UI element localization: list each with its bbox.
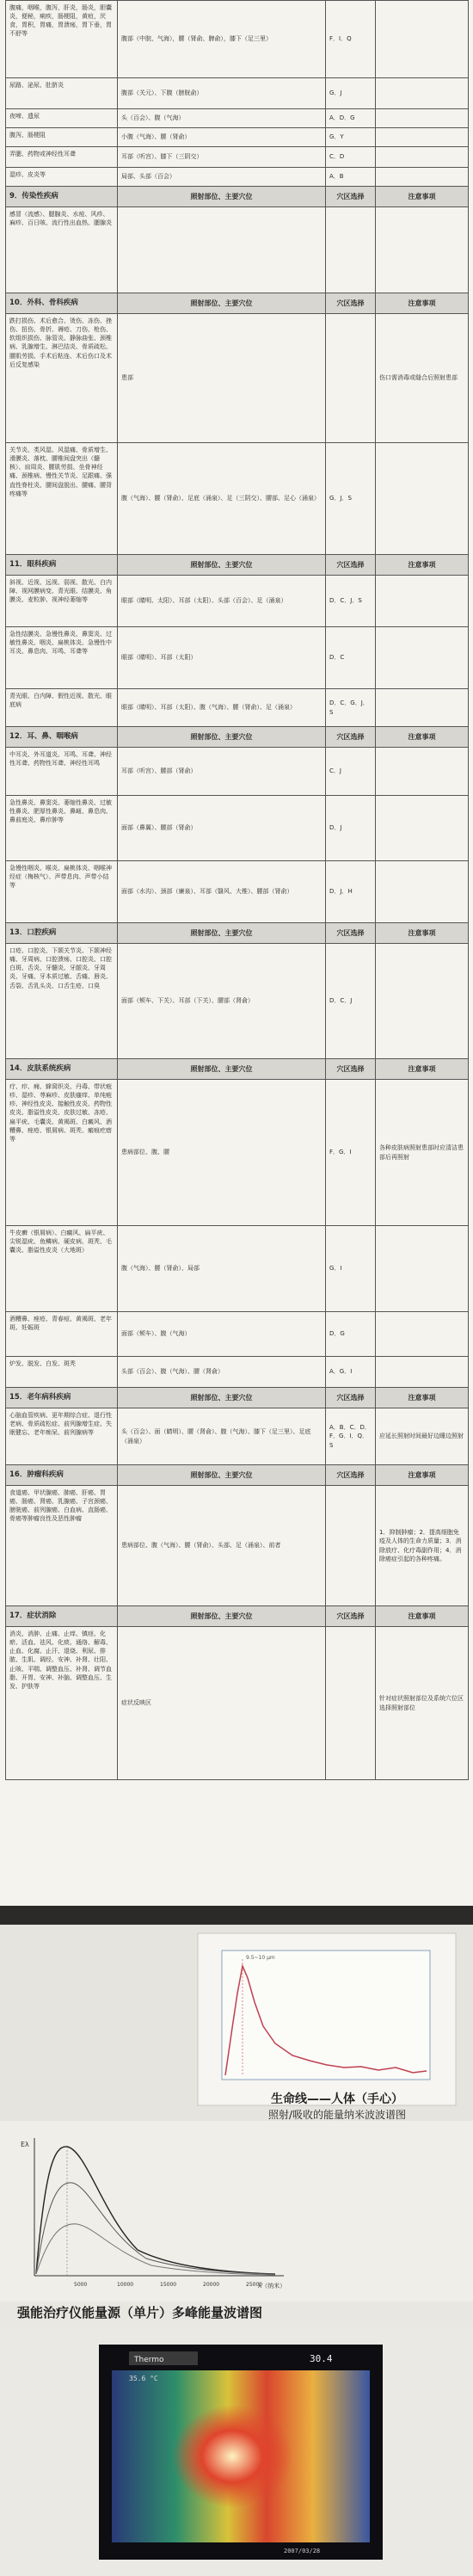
spectrum-peak-label: 9.5~10 μm — [246, 1955, 275, 1961]
energy-chart-svg — [0, 2121, 473, 2302]
disease-cell: 尿路、泌尿、肚脐炎 — [6, 78, 118, 109]
disease-cell: 炉发、脱发、白发、斑秃 — [6, 1357, 118, 1388]
location-cell: 眼部（睛明、太阳）、耳部（太阳）、头部（百会）、足（涌泉） — [118, 576, 326, 627]
table-row — [6, 314, 469, 443]
energy-chart-photo — [0, 2121, 473, 2327]
location-cell: 面部（水沟）、颈部（廉泉）、耳部（翳风、大椎）、腰部（肾俞） — [118, 861, 326, 923]
location-cell: 患病部位、腹、腰 — [118, 1080, 326, 1226]
table-row — [6, 748, 469, 796]
location-cell: 患病部位、腹（气海）、腰（肾俞）、头部、足（涌泉）、前者 — [118, 1486, 326, 1606]
table-row — [6, 109, 469, 128]
table-row — [6, 147, 469, 168]
energy-chart-caption: 强能治疗仪能量源（单片）多峰能量波谱图 — [17, 2305, 263, 2320]
energy-chart-tick: 10000 — [117, 2282, 134, 2288]
column-header-location: 照射部位、主要穴位 — [118, 555, 326, 576]
section-header-row — [6, 555, 469, 576]
column-header-select: 穴区选择 — [326, 1465, 376, 1486]
energy-chart-x-label: λ（纳米） — [258, 2283, 286, 2289]
location-cell: 患部 — [118, 314, 326, 443]
point-selection-cell: G．J．S — [326, 443, 376, 555]
thermal-photo — [0, 2327, 473, 2576]
table-row — [6, 1, 469, 78]
energy-chart-tick: 15000 — [160, 2282, 177, 2288]
point-selection-cell: D．C．G．J．S — [326, 689, 376, 727]
thermal-badge-text: Thermo — [134, 2356, 164, 2364]
column-header-location: 照射部位、主要穴位 — [118, 1059, 326, 1080]
section-title: 13．口腔疾病 — [6, 923, 118, 944]
section-title: 14．皮肤系统疾病 — [6, 1059, 118, 1080]
disease-cell: 消炎、消肿、止痛、止痒、镇痉、化瘀、活血、祛风、化痰、通络、解毒、止血、化腐、止汗、退烧、利尿、排脓、生肌、调经、安神、补肾、壮阳、止咳、平喘、调整血压、补肾、调节血脂、开胃、安神、补脑、调整血压、生发、护肤等 — [6, 1627, 118, 1780]
notes-cell — [376, 796, 469, 861]
treatment-table-body — [6, 1, 469, 1780]
disease-cell: 腹痛，咽喉，腹泻，肝炎，肠炎，胆囊炎，便秘，痢疾，肠梗阻，黄疸，厌食，胃积，胃痛，胃溃疡，胃下垂，胃不舒等 — [6, 1, 118, 78]
disease-cell: 酒糟鼻、痤疮、青春痘、黄褐斑、老年斑、妊娠斑 — [6, 1312, 118, 1357]
location-cell: 腹（气海）、腰（肾俞）、局部 — [118, 1226, 326, 1312]
column-header-select: 穴区选择 — [326, 293, 376, 314]
location-cell: 头部（百会）、腹（气海）、腰（肾俞） — [118, 1357, 326, 1388]
table-row — [6, 796, 469, 861]
energy-chart-tick: 5000 — [74, 2282, 88, 2288]
location-cell: 症状反映区 — [118, 1627, 326, 1780]
notes-cell — [376, 1226, 469, 1312]
column-header-location: 照射部位、主要穴位 — [118, 923, 326, 944]
disease-cell: 疗、疖、痈、蜂窝织炎、丹毒、带状疱疹、湿疹、荨麻疹、皮肤瘙痒、单纯疱疹、神经性皮炎、接触性皮炎、药物性皮炎、脂溢性皮炎、皮肤过敏、冻疮、扁平疣、毛囊炎、黄褐斑、白癜风、酒糟鼻、痤疮、银屑病、斑秃、瘢痕疙瘩等 — [6, 1080, 118, 1226]
disease-cell: 中耳炎、外耳道炎、耳鸣、耳聋、神经性耳聋、药物性耳聋、神经性耳鸣 — [6, 748, 118, 796]
thermal-temp: 30.4 — [310, 2353, 333, 2364]
disease-cell: 青光眼、白内障、假性近视、散光、眼底病 — [6, 689, 118, 727]
energy-chart-tick: 25000 — [246, 2282, 263, 2288]
notes-cell — [376, 147, 469, 168]
table-row — [6, 1226, 469, 1312]
point-selection-cell: A．D．G — [326, 109, 376, 128]
location-cell: 腹部（中脘、气海），腰（肾俞、脾俞），膝下（足三里） — [118, 1, 326, 78]
column-header-select: 穴区选择 — [326, 555, 376, 576]
column-header-select: 穴区选择 — [326, 1059, 376, 1080]
table-row — [6, 1357, 469, 1388]
column-header-location: 照射部位、主要穴位 — [118, 1388, 326, 1408]
location-cell: 耳部（听宫）、腰部（肾俞） — [118, 748, 326, 796]
disease-cell: 跌打损伤、术后愈合、烫伤、冻伤、挫伤、扭伤、骨折、褥疮、刀伤、枪伤、软组织损伤、脉管炎、静脉曲张、颈椎病、乳腺增生、淋巴结炎、骨质疏松、腰肌劳损、手术后粘连、术后伤口及术后反复感染 — [6, 314, 118, 443]
section-header-row — [6, 1606, 469, 1627]
notes-cell — [376, 1357, 469, 1388]
table-row — [6, 576, 469, 627]
point-selection-cell: C．J — [326, 748, 376, 796]
location-cell: 耳部（听宫）、膝下（三阴交） — [118, 147, 326, 168]
notes-cell — [376, 861, 469, 923]
table-row — [6, 128, 469, 147]
notes-cell — [376, 944, 469, 1059]
energy-chart-y-label: Eλ — [21, 2141, 29, 2148]
dark-divider — [0, 1906, 473, 1925]
column-header-location: 照射部位、主要穴位 — [118, 293, 326, 314]
point-selection-cell: D．J — [326, 796, 376, 861]
point-selection-cell: A．B．C．D．F．G．I．Q．S — [326, 1408, 376, 1465]
section-title: 17．症状消除 — [6, 1606, 118, 1627]
column-header-notes: 注意事项 — [376, 1388, 469, 1408]
section-header-row — [6, 1388, 469, 1408]
column-header-notes: 注意事项 — [376, 293, 469, 314]
location-cell: 眼部（睛明）、耳部（太阳）、腹（气海）、腰（肾俞）、足（涌泉） — [118, 689, 326, 727]
column-header-location: 照射部位、主要穴位 — [118, 1606, 326, 1627]
energy-chart-tick: 20000 — [203, 2282, 220, 2288]
notes-cell — [376, 576, 469, 627]
notes-cell: 应延长照射时间最好边睡边照射 — [376, 1408, 469, 1465]
section-header-row — [6, 293, 469, 314]
table-row — [6, 207, 469, 293]
point-selection-cell: F．I．Q — [326, 1, 376, 78]
disease-cell: 急性鼻炎、鼻窦炎、萎缩性鼻炎、过敏性鼻炎、肥厚性鼻炎、鼻衄、鼻息肉、鼻前庭炎、鼻疖肿等 — [6, 796, 118, 861]
location-cell: 面部（颊车、下关）、耳部（下关）、腰部（肾俞） — [118, 944, 326, 1059]
section-header-row — [6, 727, 469, 748]
table-row — [6, 944, 469, 1059]
notes-cell — [376, 443, 469, 555]
disease-cell: 感冒（流感）、腮腺炎、水痘、风疹、麻疹、百日咳、流行性出血热、腮腺炎 — [6, 207, 118, 293]
notes-cell: 各种皮肤病照射患部时应清洁患部后再照射 — [376, 1080, 469, 1226]
spectrum-plot-frame — [222, 1950, 430, 2080]
point-selection-cell — [326, 1627, 376, 1780]
notes-cell — [376, 109, 469, 128]
point-selection-cell — [326, 207, 376, 293]
point-selection-cell: F．G．I — [326, 1080, 376, 1226]
column-header-select: 穴区选择 — [326, 187, 376, 207]
disease-cell: 心脑血管疾病、更年期综合症、退行性老病、骨质疏松症、前列腺增生症、失眠健忘、老年痴呆、前列腺病等 — [6, 1408, 118, 1465]
notes-cell — [376, 689, 469, 727]
disease-cell: 急慢性咽炎、喉炎、扁桃体炎、咽喉神经症（梅核气）、声带息肉、声带小结等 — [6, 861, 118, 923]
table-row — [6, 78, 469, 109]
notes-cell: 针对症状照射部位及系统穴位区选择照射部位 — [376, 1627, 469, 1780]
notes-cell — [376, 627, 469, 689]
table-row — [6, 1312, 469, 1357]
point-selection-cell: D．G — [326, 1312, 376, 1357]
section-title: 11．眼科疾病 — [6, 555, 118, 576]
disease-cell: 牛皮癣（银屑病）、白癜风、扁平疣、尖锐湿疣、鱼鳞病、硬皮病、斑秃、毛囊炎、脂溢性皮炎（大地斑） — [6, 1226, 118, 1312]
section-header-row — [6, 923, 469, 944]
notes-cell — [376, 128, 469, 147]
column-header-notes: 注意事项 — [376, 923, 469, 944]
table-row — [6, 1408, 469, 1465]
table-row — [6, 168, 469, 187]
treatment-table — [5, 0, 469, 1780]
section-title: 10．外科、骨科疾病 — [6, 293, 118, 314]
disease-cell: 口疮、口腔炎、下颌关节炎、下颌神经痛、牙周病、口腔溃疡、口腔炎、口腔白斑、舌炎、牙髓炎、牙龈炎、牙周炎、牙痛、牙本质过敏、舌痛、唇炎、舌裂、舌乳头炎、口舌生疮、口臭 — [6, 944, 118, 1059]
thermal-photo-svg — [0, 2327, 473, 2576]
point-selection-cell — [326, 314, 376, 443]
table-row — [6, 627, 469, 689]
table-row — [6, 1486, 469, 1606]
point-selection-cell: G．I — [326, 1226, 376, 1312]
disease-cell: 急性结膜炎、急慢性鼻炎、鼻窦炎、过敏性鼻炎、咽炎、扁桃体炎、急慢性中耳炎、鼻息肉、耳鸣、耳聋等 — [6, 627, 118, 689]
point-selection-cell — [326, 1486, 376, 1606]
table-row — [6, 689, 469, 727]
disease-cell: 弄腮、药物或神经性耳聋 — [6, 147, 118, 168]
table-row — [6, 1080, 469, 1226]
table-row — [6, 1627, 469, 1780]
point-selection-cell: D．C．J．S — [326, 576, 376, 627]
location-cell: 眼部（睛明）、耳部（太阳） — [118, 627, 326, 689]
point-selection-cell: G．J — [326, 78, 376, 109]
point-selection-cell: A．B — [326, 168, 376, 187]
photographed-pages — [0, 1906, 473, 2576]
column-header-notes: 注意事项 — [376, 1465, 469, 1486]
location-cell: 面部（颊车）、腹（气海） — [118, 1312, 326, 1357]
location-cell: 腹部（关元）、下腹（膀胱俞） — [118, 78, 326, 109]
point-selection-cell: A．G．I — [326, 1357, 376, 1388]
point-selection-cell: D．C．J — [326, 944, 376, 1059]
column-header-select: 穴区选择 — [326, 923, 376, 944]
disease-cell: 湿疹、皮炎等 — [6, 168, 118, 187]
section-title: 9．传染性疾病 — [6, 187, 118, 207]
thermal-date: 2007/03/28 — [284, 2548, 321, 2554]
notes-cell — [376, 78, 469, 109]
column-header-location: 照射部位、主要穴位 — [118, 187, 326, 207]
spectrum-photo — [0, 1925, 473, 2121]
section-title: 16．肿瘤科疾病 — [6, 1465, 118, 1486]
table-row — [6, 443, 469, 555]
column-header-notes: 注意事项 — [376, 1606, 469, 1627]
disease-cell: 夜啼、遗尿 — [6, 109, 118, 128]
location-cell: 头（百会）、面（睛明）、腰（肾俞）、腹（气海）、膝下（足三里）、足底（涌泉） — [118, 1408, 326, 1465]
location-cell: 小腹（气海）、腰（肾俞） — [118, 128, 326, 147]
point-selection-cell: D．J．H — [326, 861, 376, 923]
column-header-notes: 注意事项 — [376, 727, 469, 748]
notes-cell — [376, 1, 469, 78]
section-title: 15．老年病科疾病 — [6, 1388, 118, 1408]
point-selection-cell: G．Y — [326, 128, 376, 147]
thermal-readout: 35.6 °C — [129, 2375, 158, 2382]
notes-cell — [376, 748, 469, 796]
thermal-hot-zone — [172, 2405, 292, 2508]
disease-cell: 食道癌、甲状腺癌、肺癌、肝癌、胃癌、肠癌、肾癌、乳腺癌、子宫颈癌、膀胱癌、前列腺癌、白血病、直肠癌、骨癌等肿瘤良性及恶性肿瘤 — [6, 1486, 118, 1606]
point-selection-cell: C．D — [326, 147, 376, 168]
section-header-row — [6, 1465, 469, 1486]
disease-cell: 斜视、近视、远视、弱视、散光、白内障、视网膜病变、青光眼、结膜炎、角膜炎、麦粒肿、视神经萎缩等 — [6, 576, 118, 627]
location-cell: 面部（鼻翼）、腰部（肾俞） — [118, 796, 326, 861]
section-title: 12．耳、鼻、咽喉病 — [6, 727, 118, 748]
column-header-location: 照射部位、主要穴位 — [118, 727, 326, 748]
point-selection-cell: D．C — [326, 627, 376, 689]
section-header-row — [6, 1059, 469, 1080]
location-cell: 腹（气海）、腰（肾俞）、足底（涌泉）、足（三阴交）、腰部、足心（涌泉） — [118, 443, 326, 555]
section-header-row — [6, 187, 469, 207]
disease-cell: 腹泻、肠梗阻 — [6, 128, 118, 147]
location-cell: 局部、头部（百会） — [118, 168, 326, 187]
column-header-notes: 注意事项 — [376, 555, 469, 576]
table-row — [6, 861, 469, 923]
column-header-notes: 注意事项 — [376, 1059, 469, 1080]
notes-cell — [376, 207, 469, 293]
notes-cell: 伤口需消毒或缝合后照射患部 — [376, 314, 469, 443]
column-header-location: 照射部位、主要穴位 — [118, 1465, 326, 1486]
spectrum-subtitle: 照射/吸收的能量纳米波波谱图 — [267, 2109, 407, 2121]
notes-cell: 1．抑制肿瘤；2．提高细胞免疫及人体的生命力质量；3．消除放疗、化疗毒副作用；4．消除癌症引起的各种疼痛。 — [376, 1486, 469, 1606]
notes-cell — [376, 168, 469, 187]
location-cell: 头（百会）、腹（气海） — [118, 109, 326, 128]
disease-cell: 关节炎、类风湿、风湿痛、骨质增生、滑膜炎、落枕、腰椎间盘突出（髓核）、肩周炎、腰肌劳损、坐骨神经痛、颈椎病、慢性关节炎、足跟痛、强直性脊柱炎、腰间盘脱出、腰痛、腰背疼痛等 — [6, 443, 118, 555]
column-header-select: 穴区选择 — [326, 727, 376, 748]
column-header-notes: 注意事项 — [376, 187, 469, 207]
notes-cell — [376, 1312, 469, 1357]
spectrum-title: 生命线——人体（手心） — [271, 2092, 403, 2106]
column-header-select: 穴区选择 — [326, 1606, 376, 1627]
location-cell — [118, 207, 326, 293]
column-header-select: 穴区选择 — [326, 1388, 376, 1408]
